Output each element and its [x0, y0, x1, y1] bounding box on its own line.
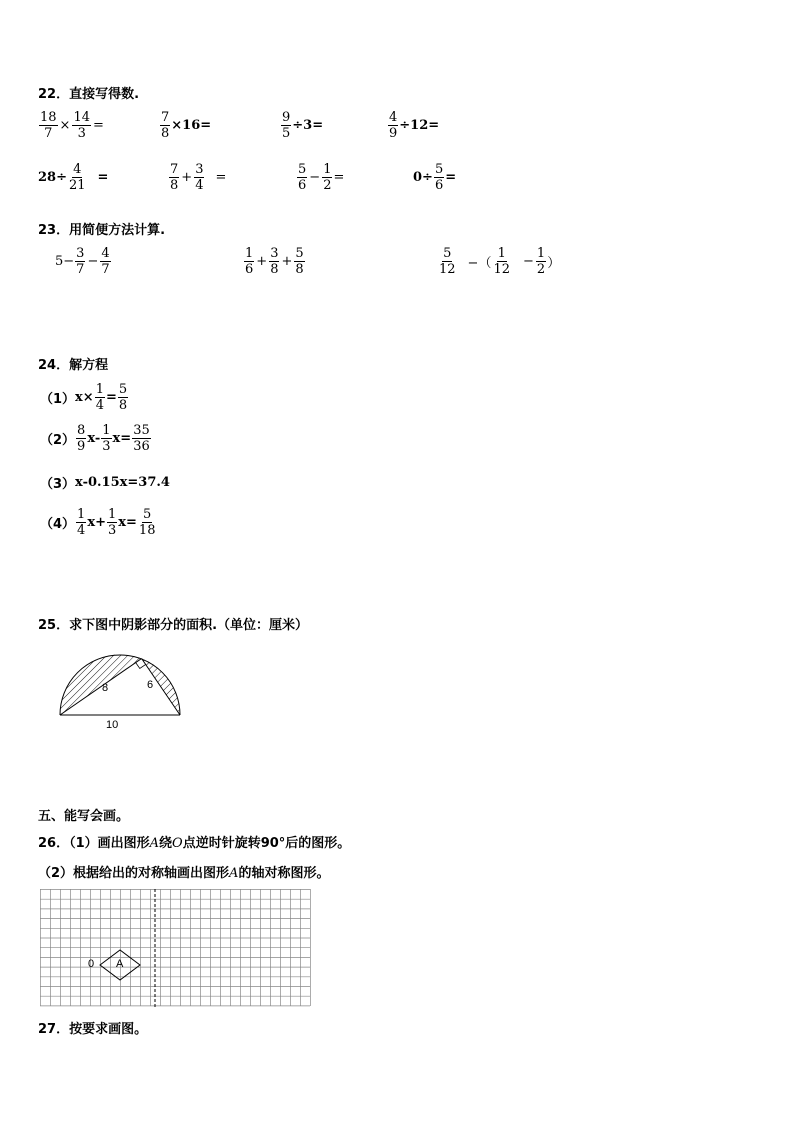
- q25-title: 25．求下图中阴影部分的面积.（单位：厘米）: [38, 618, 309, 633]
- fraction: $\frac{5}{12}$: [439, 246, 456, 277]
- fraction: $\frac{3}{7}$: [76, 246, 85, 277]
- fraction: $\frac{5}{6}$: [298, 162, 307, 193]
- fraction: $\frac{7}{8}$: [170, 162, 179, 193]
- q22-expr-7: $\frac{5}{6}$ − $\frac{1}{2}$ =: [298, 162, 345, 193]
- drawing-grid: [40, 889, 315, 1013]
- fraction: $\frac{4}{7}$: [101, 246, 110, 277]
- fraction: $\frac{5}{6}$: [434, 162, 444, 193]
- fraction: $\frac{5}{8}$: [295, 246, 304, 277]
- q23-expr-3: $\frac{5}{12}$ −（ $\frac{1}{12}$ − $\frac{1}{2}$ ）: [439, 246, 561, 277]
- q22-expr-8: 0÷ $\frac{5}{6}$ =: [413, 162, 457, 193]
- fraction: $\frac{1}{2}$: [536, 246, 546, 277]
- fraction: $\frac{1}{3}$: [107, 507, 117, 538]
- q22-expr-6: $\frac{7}{8}$ + $\frac{3}{4}$ =: [170, 162, 227, 193]
- q23-expr-2: $\frac{1}{6}$ + $\frac{3}{8}$ + $\frac{5}{8}$: [245, 246, 304, 277]
- q24-equation-1: （1） x× $\frac{1}{4}$ = $\frac{5}{8}$: [40, 382, 128, 413]
- fraction: $\frac{4}{9}$: [389, 110, 398, 141]
- fraction: $\frac{18}{7}$: [40, 110, 57, 141]
- fraction: $\frac{3}{8}$: [270, 246, 279, 277]
- q22-expr-4: $\frac{4}{9}$ ÷12=: [389, 110, 440, 141]
- q23-expr-1: 5− $\frac{3}{7}$ − $\frac{4}{7}$: [55, 246, 110, 277]
- q24-equation-3: （3） x-0.15x=37.4: [40, 475, 170, 492]
- q22-expr-3: $\frac{9}{5}$ ÷3=: [282, 110, 324, 141]
- q26-line2: （2）根据给出的对称轴画出图形A的轴对称图形。: [38, 866, 330, 881]
- semicircle-figure: [50, 648, 195, 742]
- fraction: $\frac{8}{9}$: [77, 423, 86, 454]
- shape-a-label: A: [116, 958, 124, 970]
- fraction: $\frac{1}{2}$: [323, 162, 332, 193]
- right-angle-mark: [136, 663, 146, 669]
- fraction: $\frac{1}{3}$: [102, 423, 111, 454]
- label-8: 8: [102, 682, 109, 694]
- fraction: $\frac{3}{4}$: [195, 162, 204, 193]
- q24-equation-4: （4） $\frac{1}{4}$ x+ $\frac{1}{3}$ x= $\frac{5}{18}$: [40, 507, 156, 538]
- q23-title: 23．用简便方法计算.: [38, 223, 166, 238]
- label-10: 10: [106, 719, 119, 731]
- label-6: 6: [147, 679, 154, 691]
- q26-line1: 26．（1）画出图形A绕O点逆时针旋转90°后的图形。: [38, 836, 351, 851]
- q22-expr-5: 28÷ $\frac{4}{21}$ =: [38, 162, 109, 193]
- fraction: $\frac{1}{4}$: [95, 382, 104, 413]
- fraction: $\frac{5}{18}$: [138, 507, 156, 538]
- fraction: $\frac{4}{21}$: [68, 162, 86, 193]
- fraction: $\frac{7}{8}$: [161, 110, 170, 141]
- fraction: $\frac{9}{5}$: [282, 110, 291, 141]
- q22-expr-1: $\frac{18}{7}$ × $\frac{14}{3}$ =: [40, 110, 104, 141]
- fraction: $\frac{1}{6}$: [245, 246, 254, 277]
- point-o-label: 0: [88, 958, 95, 970]
- fraction: $\frac{35}{36}$: [133, 423, 150, 454]
- q24-equation-2: （2） $\frac{8}{9}$ x- $\frac{1}{3}$ x= $\frac{35}{36}$: [40, 423, 150, 454]
- q22-title: 22．直接写得数.: [38, 87, 140, 102]
- q27-title: 27．按要求画图。: [38, 1022, 148, 1037]
- section5-title: 五、能写会画。: [38, 809, 130, 824]
- fraction: $\frac{5}{8}$: [118, 382, 128, 413]
- fraction: $\frac{1}{12}$: [493, 246, 510, 277]
- fraction: $\frac{1}{4}$: [77, 507, 86, 538]
- q22-expr-2: $\frac{7}{8}$ ×16=: [161, 110, 212, 141]
- fraction: $\frac{14}{3}$: [73, 110, 90, 141]
- q24-title: 24．解方程: [38, 358, 109, 373]
